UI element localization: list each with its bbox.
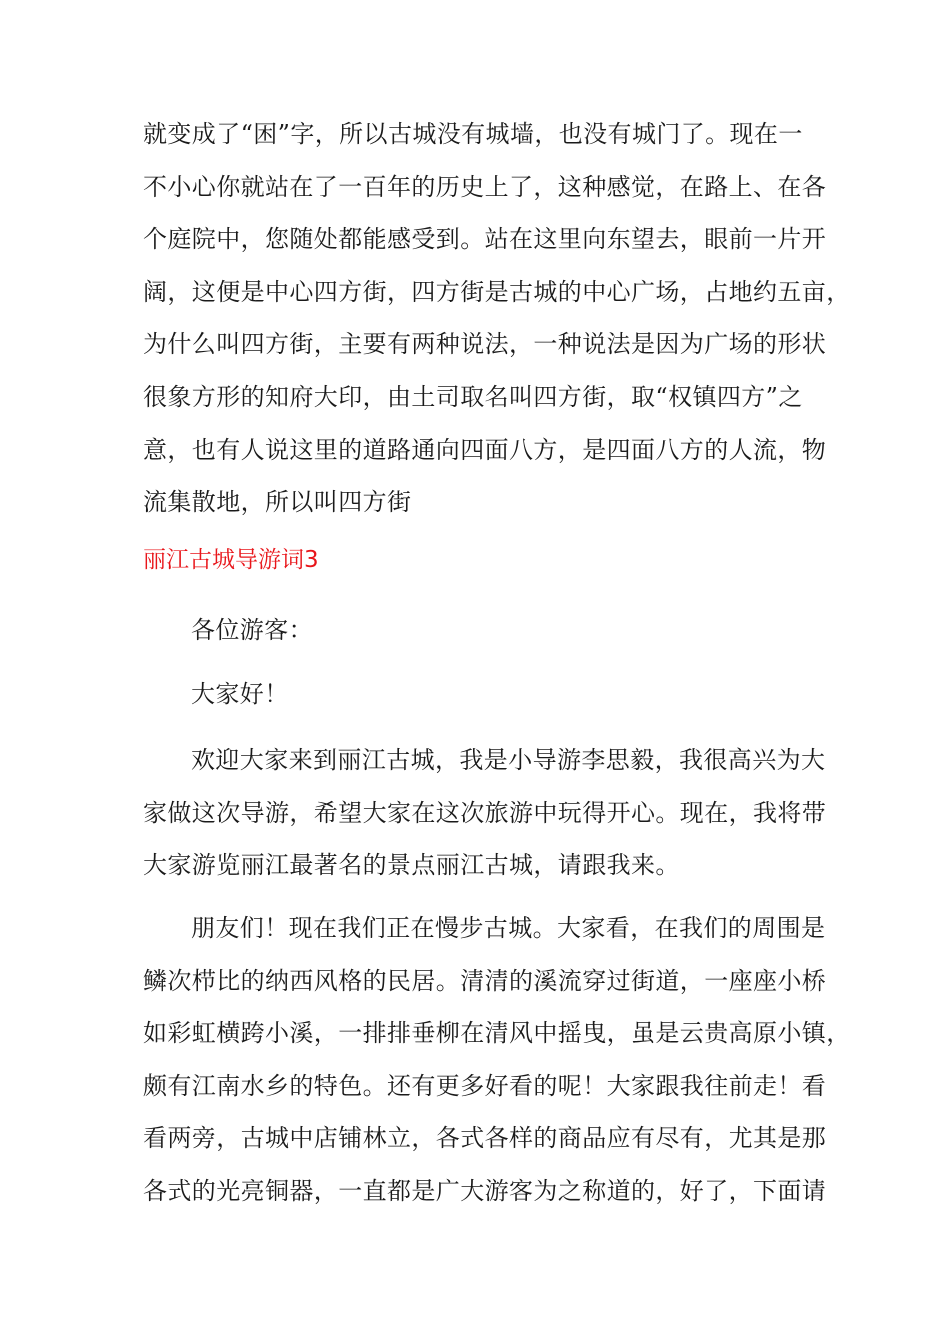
paragraph-line: 流集散地，所以叫四方街 <box>143 488 412 517</box>
paragraph-line: 鳞次栉比的纳西风格的民居。清清的溪流穿过街道，一座座小桥 <box>143 966 827 995</box>
paragraph-line: 家做这次导游，希望大家在这次旅游中玩得开心。现在，我将带 <box>143 798 827 827</box>
paragraph-line: 大家游览丽江最著名的景点丽江古城，请跟我来。 <box>143 851 680 880</box>
paragraph-line: 看两旁，古城中店铺林立，各式各样的商品应有尽有，尤其是那 <box>143 1124 827 1153</box>
section-heading: 丽江古城导游词3 <box>143 547 319 573</box>
greeting-line: 大家好！ <box>191 680 289 708</box>
paragraph-line: 个庭院中，您随处都能感受到。站在这里向东望去，眼前一片开 <box>143 225 827 254</box>
paragraph-line: 不小心你就站在了一百年的历史上了，这种感觉，在路上、在各 <box>143 172 827 201</box>
paragraph-line: 朋友们！现在我们正在慢步古城。大家看，在我们的周围是 <box>191 914 826 942</box>
paragraph-line: 如彩虹横跨小溪，一排排垂柳在清风中摇曳，虽是云贵高原小镇， <box>143 1019 851 1048</box>
paragraph-line: 阔，这便是中心四方街，四方街是古城的中心广场，占地约五亩， <box>143 277 851 306</box>
greeting-block <box>143 604 823 657</box>
paragraph-line: 就变成了“困”字，所以古城没有城墙，也没有城门了。现在一 <box>143 120 803 148</box>
greeting-block <box>143 668 823 721</box>
paragraph-tour <box>143 902 851 1218</box>
paragraph-line: 各式的光亮铜器，一直都是广大游客为之称道的，好了，下面请 <box>143 1176 827 1205</box>
paragraph-line: 很象方形的知府大印，由土司取名叫四方街，取“权镇四方”之 <box>143 382 803 411</box>
paragraph-line: 意，也有人说这里的道路通向四面八方，是四面八方的人流，物 <box>143 435 827 464</box>
paragraph-welcome <box>143 734 827 892</box>
paragraph-line: 为什么叫四方街，主要有两种说法，一种说法是因为广场的形状 <box>143 330 827 359</box>
paragraph-continuation <box>143 108 851 529</box>
paragraph-line: 颇有江南水乡的特色。还有更多好看的呢！大家跟我往前走！看 <box>143 1071 827 1100</box>
paragraph-line: 欢迎大家来到丽江古城，我是小导游李思毅，我很高兴为大 <box>191 746 826 774</box>
greeting-line: 各位游客： <box>191 616 313 644</box>
